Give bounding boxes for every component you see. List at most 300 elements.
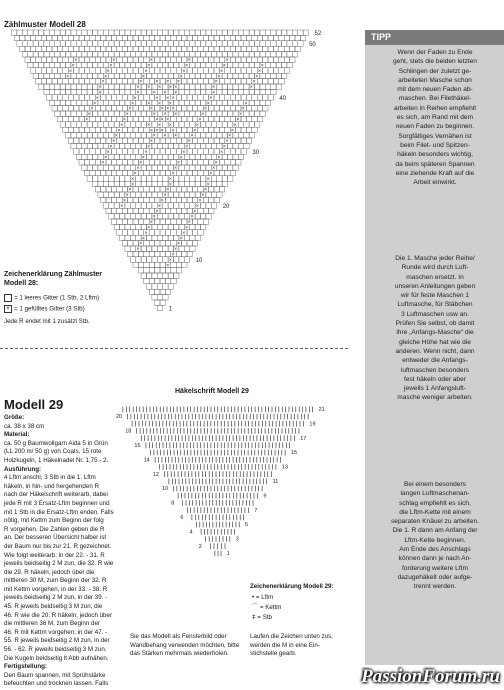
mesh-cell (71, 133, 76, 138)
filled-mesh-mark: × (155, 79, 159, 86)
mesh-cell (84, 46, 89, 51)
mesh-cell (268, 68, 273, 73)
legend28-empty: = 1 leeres Gitter (1 Stb, 2 Lftm) (4, 294, 99, 303)
mesh-cell (238, 143, 243, 148)
instruction-line: mit 1 Stb in die Ersatz-Lftm enden. Falls (4, 508, 114, 516)
mesh-cell (241, 46, 246, 51)
mesh-cell (174, 62, 179, 67)
mesh-cell (157, 30, 162, 35)
mesh-cell (147, 41, 152, 46)
mesh-cell (217, 181, 222, 186)
tipp-heading: TIPP (365, 30, 504, 45)
mesh-cell (222, 100, 227, 105)
row-label: 7 (254, 507, 258, 514)
mesh-cell (71, 30, 76, 35)
mesh-cell (55, 100, 60, 105)
mesh-cell (103, 122, 108, 127)
mesh-cell (74, 138, 79, 143)
mesh-cell (222, 30, 227, 35)
mesh-cell (195, 30, 200, 35)
mesh-cell (157, 224, 162, 229)
mesh-cell (149, 262, 154, 267)
mesh-cell (190, 154, 195, 159)
mesh-cell (163, 62, 168, 67)
mesh-cell (155, 35, 160, 40)
mesh-cell (203, 57, 208, 62)
mesh-cell (222, 122, 227, 127)
mesh-cell (103, 52, 108, 57)
mesh-cell (41, 68, 46, 73)
mesh-cell (165, 208, 170, 213)
mesh-cell (252, 95, 257, 100)
mesh-cell (149, 241, 154, 246)
mesh-cell (192, 79, 197, 84)
filled-mesh-mark: × (177, 160, 180, 167)
mesh-cell (241, 68, 246, 73)
mesh-cell (98, 176, 103, 181)
mesh-cell (171, 46, 176, 51)
mesh-cell (182, 170, 187, 175)
mesh-cell (174, 273, 179, 278)
mesh-cell (101, 187, 106, 192)
mesh-cell (103, 203, 108, 208)
mesh-cell (57, 57, 62, 62)
mesh-cell (273, 35, 278, 40)
mesh-cell (176, 106, 181, 111)
mesh-cell (155, 251, 160, 256)
mesh-cell (136, 192, 141, 197)
mesh-cell (55, 52, 60, 57)
mesh-cell (260, 52, 265, 57)
mesh-cell (149, 79, 154, 84)
mesh-cell (52, 79, 57, 84)
mesh-cell (228, 89, 233, 94)
mesh-cell (141, 41, 146, 46)
mesh-cell (17, 41, 22, 46)
mesh-cell (28, 62, 33, 67)
mesh-cell (136, 143, 141, 148)
mesh-cell (219, 35, 224, 40)
filled-mesh-mark: × (182, 68, 186, 75)
filled-mesh-mark: × (160, 106, 164, 113)
mesh-cell (214, 46, 219, 51)
mesh-cell (230, 149, 235, 154)
filled-mesh-mark: × (209, 95, 213, 102)
mesh-cell (198, 106, 203, 111)
mesh-cell (60, 111, 65, 116)
mesh-cell (114, 203, 119, 208)
mesh-cell (98, 52, 103, 57)
mesh-cell (249, 111, 254, 116)
mesh-cell (120, 41, 125, 46)
mesh-cell (246, 116, 251, 121)
mesh-cell (147, 214, 152, 219)
mesh-cell (87, 176, 92, 181)
mesh-cell (195, 192, 200, 197)
mesh-cell (282, 73, 287, 78)
filled-mesh-mark: × (112, 138, 116, 145)
instruction-line: die mittleren 36 M, zum Beginn der (4, 620, 100, 628)
mesh-cell (198, 68, 203, 73)
mesh-cell (187, 35, 192, 40)
tipp-line: anderen. Wenn nicht, dann (395, 347, 475, 355)
mesh-cell (225, 35, 230, 40)
mesh-cell (63, 106, 68, 111)
mesh-cell (176, 57, 181, 62)
filled-mesh-mark: × (168, 84, 172, 91)
mesh-cell (190, 73, 195, 78)
mesh-cell (276, 62, 281, 67)
mesh-cell (182, 219, 187, 224)
row-label: 40 (279, 95, 287, 102)
finishing-line: befeuchten und trocknen lassen. Falls (4, 680, 109, 688)
mesh-cell (179, 214, 184, 219)
mesh-cell (101, 57, 106, 62)
mesh-cell (225, 116, 230, 121)
mesh-cell (187, 197, 192, 202)
mesh-cell (249, 122, 254, 127)
mesh-cell (222, 84, 227, 89)
mesh-cell (214, 138, 219, 143)
mesh-cell (66, 111, 71, 116)
mesh-cell (209, 138, 214, 143)
filled-mesh-mark: × (123, 117, 126, 123)
mesh-cell (66, 62, 71, 67)
mesh-cell (60, 122, 65, 127)
mesh-cell (101, 149, 106, 154)
filled-mesh-mark: × (212, 165, 216, 172)
mesh-cell (246, 57, 251, 62)
filled-mesh-mark: × (141, 73, 145, 80)
filled-mesh-mark: × (206, 176, 210, 183)
mesh-cell (125, 176, 130, 181)
mesh-cell (187, 79, 192, 84)
filled-mesh-mark: × (212, 90, 216, 96)
mesh-cell (195, 111, 200, 116)
mesh-cell (279, 46, 284, 51)
mesh-cell (206, 214, 211, 219)
mesh-cell (122, 219, 127, 224)
mesh-cell (233, 84, 238, 89)
legend29-title: Zeichenerklärung Modell 29: (250, 583, 334, 590)
mesh-cell (114, 224, 119, 229)
mesh-cell (182, 57, 187, 62)
mesh-cell (157, 73, 162, 78)
mesh-cell (209, 197, 214, 202)
mesh-cell (79, 160, 84, 165)
empty-mesh-icon (4, 294, 12, 302)
mesh-cell (165, 219, 170, 224)
mesh-cell (206, 41, 211, 46)
filled-mesh-mark: × (174, 84, 178, 91)
mesh-cell (233, 41, 238, 46)
mesh-cell (152, 257, 157, 262)
mesh-cell (130, 52, 135, 57)
mesh-cell (160, 187, 165, 192)
mesh-cell (133, 138, 138, 143)
mesh-cell (98, 143, 103, 148)
mesh-cell (39, 30, 44, 35)
mesh-cell (30, 35, 35, 40)
mesh-cell (55, 41, 60, 46)
mesh-cell (95, 35, 100, 40)
filled-mesh-mark: × (228, 133, 232, 140)
mesh-cell (209, 46, 214, 51)
mesh-cell (168, 62, 173, 67)
mesh-cell (249, 41, 254, 46)
mesh-cell (98, 192, 103, 197)
mesh-cell (152, 192, 157, 197)
mesh-cell (190, 203, 195, 208)
mesh-cell (144, 138, 149, 143)
row-label: 30 (252, 149, 260, 156)
mesh-cell (114, 52, 119, 57)
mesh-cell (252, 46, 257, 51)
filled-mesh-mark: × (158, 122, 162, 129)
mesh-cell (109, 176, 114, 181)
tipp-line: unseren Anleitungen geben (394, 282, 476, 290)
filled-mesh-mark: × (174, 246, 178, 253)
mesh-cell (174, 41, 179, 46)
mesh-cell (82, 52, 87, 57)
filled-mesh-mark: × (185, 225, 189, 231)
mesh-cell (136, 214, 141, 219)
mesh-cell (101, 35, 106, 40)
mesh-cell (122, 230, 127, 235)
mesh-cell (174, 224, 179, 229)
mesh-cell (249, 73, 254, 78)
mesh-cell (168, 41, 173, 46)
mesh-cell (117, 160, 122, 165)
mesh-cell (122, 57, 127, 62)
mesh-cell (190, 41, 195, 46)
mesh-cell (255, 30, 260, 35)
filled-mesh-mark: × (168, 100, 172, 107)
mesh-cell (182, 46, 187, 51)
mesh-cell (182, 197, 187, 202)
mesh-cell (98, 133, 103, 138)
mesh-cell (263, 46, 268, 51)
mesh-cell (209, 79, 214, 84)
filled-mesh-mark: × (74, 57, 78, 64)
mesh-cell (79, 138, 84, 143)
filled-mesh-mark: × (160, 198, 164, 204)
mesh-cell (68, 127, 73, 132)
mesh-cell (120, 235, 125, 240)
mesh-cell (141, 30, 146, 35)
mesh-cell (176, 35, 181, 40)
mesh-cell (55, 62, 60, 67)
mesh-cell (176, 268, 181, 273)
filled-mesh-mark: × (249, 84, 253, 91)
instruction-line: 56. - 62. R jeweils beidseitig 3 M zun. (4, 646, 107, 654)
caption-mid: Sie das Modell als Fensterbild oder Wandbehang verwenden möchten, bitte das Stärken mehrmals wiederholen. (130, 633, 240, 658)
filled-mesh-mark: × (163, 111, 167, 118)
mesh-cell (39, 41, 44, 46)
mesh-cell (171, 219, 176, 224)
mesh-cell (120, 73, 125, 78)
mesh-cell (138, 208, 143, 213)
filled-mesh-mark: × (104, 73, 108, 80)
mesh-cell (176, 208, 181, 213)
mesh-cell (41, 46, 46, 51)
tipp-line: Arbeit einwirkt. (413, 179, 457, 187)
mesh-cell (228, 73, 233, 78)
mesh-cell (122, 149, 127, 154)
filled-mesh-mark: × (163, 133, 167, 140)
mesh-cell (138, 262, 143, 267)
mesh-cell (171, 197, 176, 202)
mesh-cell (133, 46, 138, 51)
mesh-cell (192, 241, 197, 246)
mesh-cell (82, 73, 87, 78)
mesh-cell (152, 73, 157, 78)
mesh-cell (109, 100, 114, 105)
mesh-cell (79, 57, 84, 62)
mesh-cell (22, 41, 27, 46)
mesh-cell (214, 116, 219, 121)
mesh-cell (98, 62, 103, 67)
mesh-cell (33, 62, 38, 67)
mesh-cell (109, 133, 114, 138)
mesh-cell (136, 224, 141, 229)
mesh-cell (160, 160, 165, 165)
mesh-cell (147, 246, 152, 251)
tipp-line: Prüfen Sie selbst, ob damit (395, 320, 475, 328)
row-label: 12 (152, 471, 159, 478)
mesh-cell (125, 84, 130, 89)
mesh-cell (257, 116, 262, 121)
mesh-cell (101, 68, 106, 73)
mesh-cell (198, 149, 203, 154)
mesh-cell (76, 154, 81, 159)
mesh-cell (152, 235, 157, 240)
mesh-cell (122, 68, 127, 73)
mesh-cell (179, 143, 184, 148)
mesh-cell (163, 214, 168, 219)
mesh-cell (246, 79, 251, 84)
mesh-cell (233, 62, 238, 67)
mesh-cell (225, 95, 230, 100)
mesh-cell (203, 160, 208, 165)
filled-mesh-mark: × (114, 133, 118, 140)
row-label: 1 (168, 306, 173, 313)
filled-mesh-icon: × (4, 305, 12, 313)
filled-mesh-mark: × (117, 127, 121, 134)
mesh-cell (171, 230, 176, 235)
mesh-cell (138, 149, 143, 154)
mesh-cell (76, 111, 81, 116)
mesh-cell (147, 176, 152, 181)
mesh-cell (163, 143, 168, 148)
mesh-cell (214, 68, 219, 73)
mesh-cell (179, 133, 184, 138)
mesh-cell (122, 187, 127, 192)
mesh-cell (106, 95, 111, 100)
mesh-cell (206, 122, 211, 127)
mesh-cell (179, 62, 184, 67)
mesh-cell (84, 79, 89, 84)
mesh-cell (203, 208, 208, 213)
mesh-cell (155, 241, 160, 246)
mesh-cell (271, 89, 276, 94)
mesh-cell (82, 89, 87, 94)
filled-mesh-mark: × (166, 117, 170, 123)
mesh-cell (271, 30, 276, 35)
mesh-cell (130, 41, 135, 46)
mesh-cell (265, 89, 270, 94)
mesh-cell (209, 208, 214, 213)
mesh-cell (163, 154, 168, 159)
mesh-cell (57, 68, 62, 73)
mesh-cell (298, 41, 303, 46)
mesh-cell (79, 116, 84, 121)
filled-mesh-mark: × (152, 90, 156, 96)
mesh-cell (93, 122, 98, 127)
mesh-cell (225, 46, 230, 51)
mesh-cell (120, 100, 125, 105)
mesh-cell (179, 111, 184, 116)
mesh-cell (174, 154, 179, 159)
mesh-cell (111, 79, 116, 84)
mesh-cell (214, 35, 219, 40)
mesh-cell (241, 57, 246, 62)
mesh-cell (222, 111, 227, 116)
mesh-cell (125, 214, 130, 219)
mesh-cell (195, 181, 200, 186)
tipp-line: ihre „Anfangs-Masche“ die (396, 329, 474, 337)
mesh-cell (233, 73, 238, 78)
mesh-cell (114, 100, 119, 105)
mesh-cell (138, 187, 143, 192)
mesh-cell (222, 52, 227, 57)
mesh-cell (106, 170, 111, 175)
mesh-cell (238, 100, 243, 105)
mesh-cell (155, 262, 160, 267)
mesh-cell (203, 95, 208, 100)
row-label: 3 (235, 536, 239, 543)
tipp-line: mit dem neuen Faden ab- (397, 86, 473, 94)
mesh-cell (30, 68, 35, 73)
mesh-cell (36, 68, 41, 73)
mesh-cell (171, 79, 176, 84)
mesh-cell (130, 235, 135, 240)
mesh-cell (141, 176, 146, 181)
filled-mesh-mark: × (141, 154, 145, 161)
mesh-cell (201, 154, 206, 159)
mesh-cell (260, 100, 265, 105)
row-label: 16 (134, 443, 141, 449)
mesh-cell (195, 100, 200, 105)
mesh-cell (66, 41, 71, 46)
mesh-cell (184, 30, 189, 35)
mesh-cell (155, 149, 160, 154)
mesh-cell (103, 143, 108, 148)
filled-mesh-mark: × (185, 144, 189, 150)
mesh-cell (222, 165, 227, 170)
mesh-cell (184, 41, 189, 46)
mesh-cell (120, 84, 125, 89)
mesh-cell (117, 116, 122, 121)
mesh-cell (44, 84, 49, 89)
mesh-cell (228, 165, 233, 170)
mesh-cell (114, 41, 119, 46)
mesh-cell (260, 89, 265, 94)
mesh-cell (252, 127, 257, 132)
mesh-cell (209, 57, 214, 62)
mesh-cell (144, 197, 149, 202)
mesh-cell (195, 224, 200, 229)
